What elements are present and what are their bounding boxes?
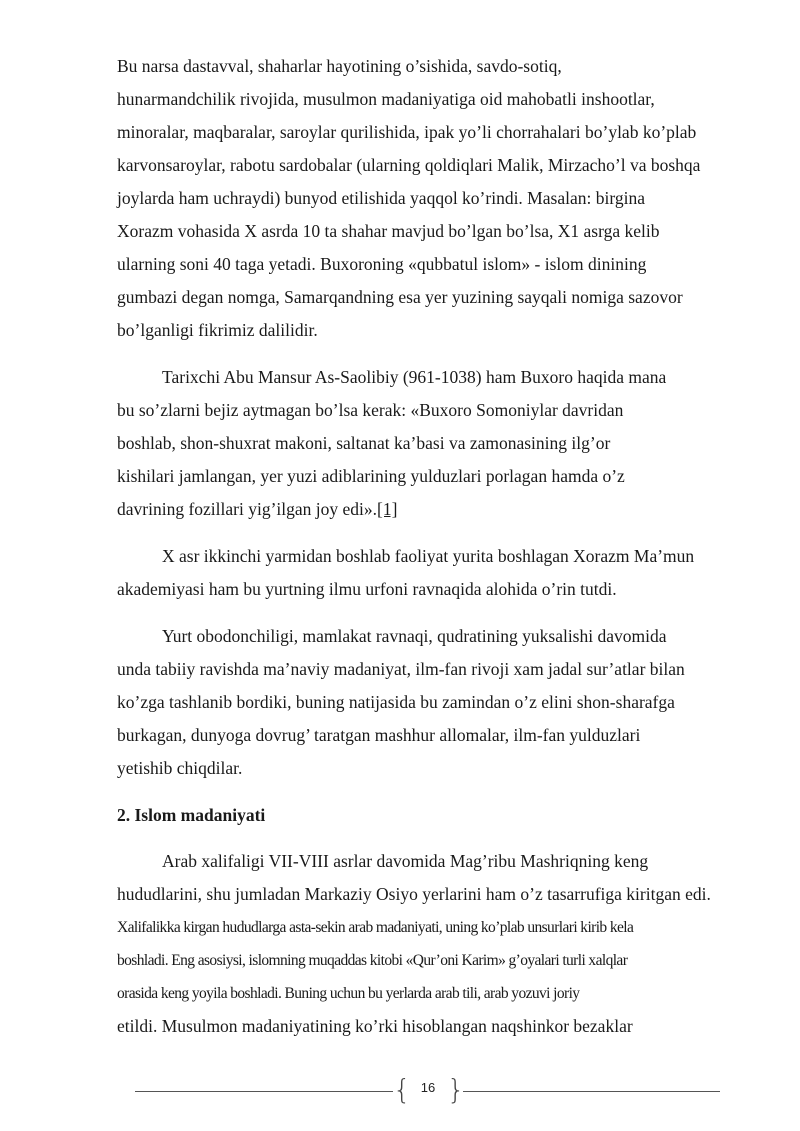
text-line: Arab xalifaligi VII-VIII asrlar davomida Mag’ribu Mashriqning keng xyxy=(162,851,649,871)
text-line: Yurt obodonchiligi, mamlakat ravnaqi, qudratining yuksalishi davomida xyxy=(162,626,667,646)
text-line: akademiyasi ham bu yurtning ilmu urfoni ravnaqida alohida o’rin tutdi. xyxy=(117,579,617,599)
text-line: kishilari jamlangan, yer yuzi adiblarining yulduzlari porlagan hamda o’z xyxy=(117,466,625,486)
left-brace-icon: { xyxy=(393,1073,411,1106)
text-line: Xorazm vohasida X asrda 10 ta shahar mavjud bo’lgan bo’lsa, X1 asrga kelib xyxy=(117,221,660,241)
paragraph-4 xyxy=(117,620,747,785)
text-line: Xalifalikka kirgan hududlarga asta-sekin arab madaniyati, uning ko’plab unsurlari kirib kela xyxy=(117,919,634,936)
text-line: Bu narsa dastavval, shaharlar hayotining o’sishida, savdo-sotiq, xyxy=(117,56,562,76)
text-line: boshladi. Eng asosiysi, islomning muqaddas kitobi «Qur’oni Karim» g’oyalari turli xalqlar xyxy=(117,952,628,969)
text-line: joylarda ham uchraydi) bunyod etilishida yaqqol ko’rindi. Masalan: birgina xyxy=(117,188,645,208)
right-brace-icon: } xyxy=(447,1073,465,1106)
page-footer xyxy=(0,1070,800,1114)
text-line: Tarixchi Abu Mansur As-Saolibiy (961-1038) ham Buxoro haqida mana xyxy=(162,367,667,387)
text-line: gumbazi degan nomga, Samarqandning esa yer yuzining sayqali nomiga sazovor xyxy=(117,287,683,307)
text-line: hunarmandchilik rivojida, musulmon madaniyatiga oid mahobatli inshootlar, xyxy=(117,89,655,109)
footer-rule-left xyxy=(135,1091,393,1092)
text-line: boshlab, shon-shuxrat makoni, saltanat ka’basi va zamonasining ilg’or xyxy=(117,433,611,453)
text-line: hududlarini, shu jumladan Markaziy Osiyo yerlarini ham o’z tasarrufiga kiritgan edi. xyxy=(117,884,711,904)
text-line: bu so’zlarni bejiz aytmagan bo’lsa kerak: «Buxoro Somoniylar davridan xyxy=(117,400,624,420)
footnote-link[interactable]: [1] xyxy=(377,499,398,519)
text-line: karvonsaroylar, rabotu sardobalar (ularning qoldiqlari Malik, Mirzacho’l va boshqa xyxy=(117,155,701,175)
page-number: 16 xyxy=(420,1080,436,1095)
text-line: ko’zga tashlanib bordiki, buning natijasida bu zamindan o’z elini shon-sharafga xyxy=(117,692,675,712)
paragraph-3 xyxy=(117,540,747,606)
paragraph-5 xyxy=(117,845,747,1043)
text-line xyxy=(117,493,747,526)
paragraph-1 xyxy=(117,50,747,347)
text-line: yetishib chiqdilar. xyxy=(117,758,243,778)
text-line: X asr ikkinchi yarmidan boshlab faoliyat yurita boshlagan Xorazm Ma’mun xyxy=(162,546,695,566)
text-line: minoralar, maqbaralar, saroylar qurilishida, ipak yo’li chorrahalari bo’ylab ko’plab xyxy=(117,122,697,142)
text-line: ularning soni 40 taga yetadi. Buxoroning «qubbatul islom» - islom dinining xyxy=(117,254,647,274)
text-line: bo’lganligi fikrimiz dalilidir. xyxy=(117,320,318,340)
text-line: unda tabiiy ravishda ma’naviy madaniyat, ilm-fan rivoji xam jadal sur’atlar bilan xyxy=(117,659,685,679)
text-segment: davrining fozillari yig’ilgan joy edi». xyxy=(117,499,378,519)
text-line: etildi. Musulmon madaniyatining ko’rki hisoblangan naqshinkor bezaklar xyxy=(117,1016,633,1036)
text-line: burkagan, dunyoga dovrug’ taratgan mashhur allomalar, ilm-fan yulduzlari xyxy=(117,725,641,745)
page-content xyxy=(117,50,747,1057)
section-heading: 2. Islom madaniyati xyxy=(117,805,266,825)
footer-rule-right xyxy=(463,1091,720,1092)
text-line: orasida keng yoyila boshladi. Buning uchun bu yerlarda arab tili, arab yozuvi joriy xyxy=(117,985,580,1002)
paragraph-2 xyxy=(117,361,747,526)
